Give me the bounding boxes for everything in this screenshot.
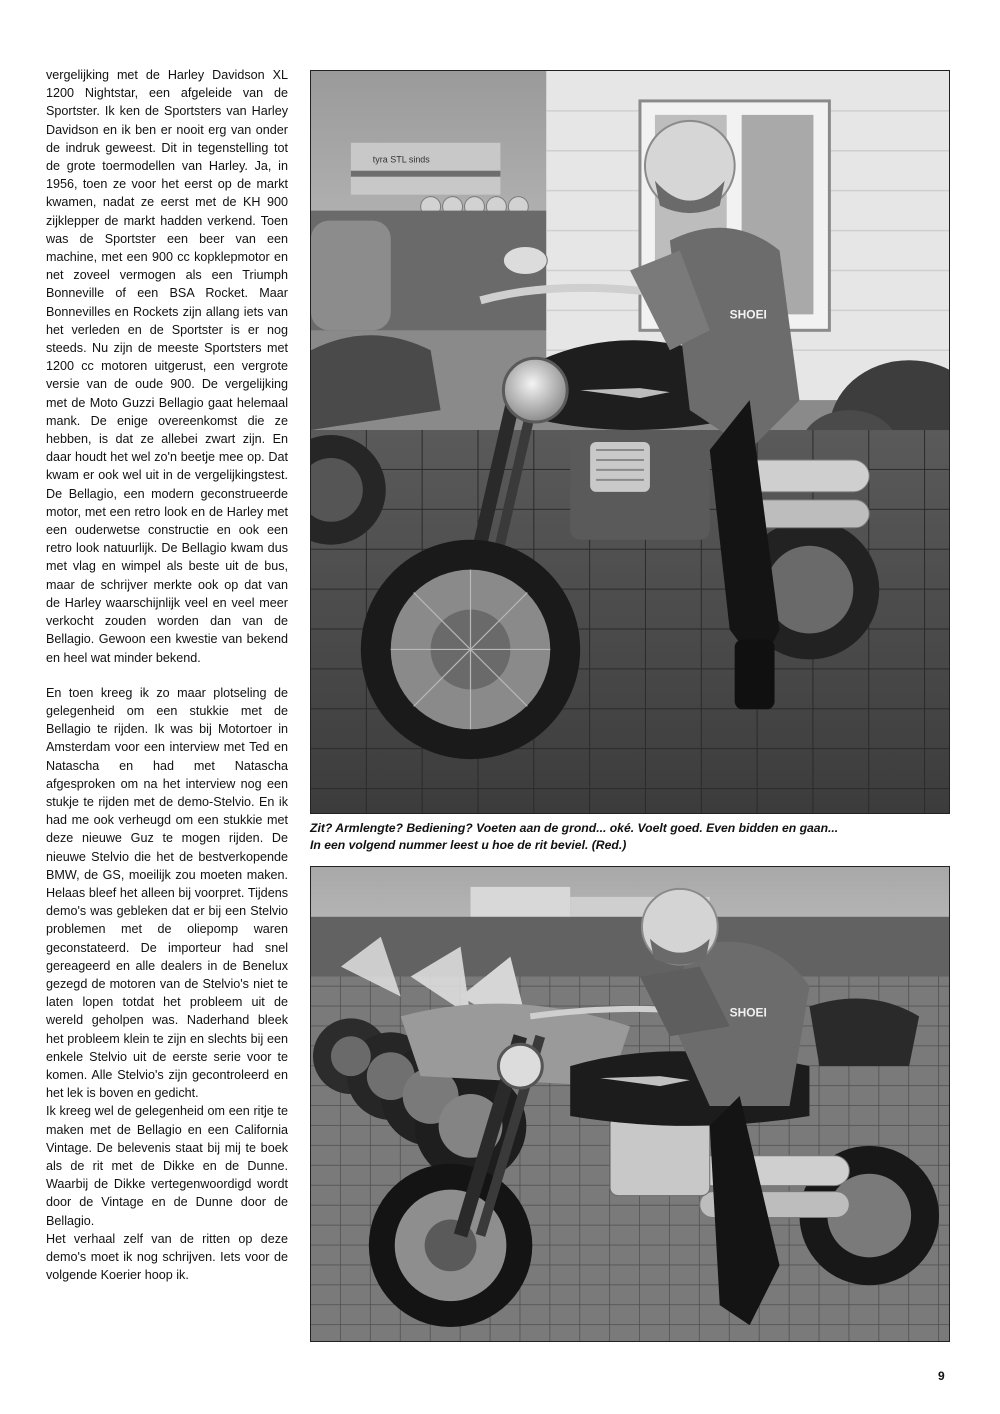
photo-row-of-motorcycles bbox=[310, 866, 950, 1342]
helmet-brand-text: SHOEI bbox=[729, 307, 767, 322]
photo-caption bbox=[310, 820, 950, 853]
photo-rider-on-bellagio bbox=[310, 70, 950, 814]
photo-bikes-illustration bbox=[311, 867, 949, 1341]
caption-line-2: In een volgend nummer leest u hoe de rit beviel. (Red.) bbox=[310, 837, 627, 852]
photo-rider-illustration bbox=[311, 71, 949, 813]
helmet-brand-text-2: SHOEI bbox=[729, 1005, 767, 1020]
page-number: 9 bbox=[938, 1369, 945, 1383]
article-paragraph-1: vergelijking met de Harley Davidson XL 1200 Nightstar, een afgeleide van de Sportster. Ik ken de Sportsters van Harley Davidson en ik ben er nooit erg van onder de indruk geweest. Dit in tegenstelling tot de grote toermodellen van Harley. Ja, in 1956, toen ze voor het eerst op de markt kwamen, nadat ze eerst met de KH 900 zijklepper de markt hadden verkend. Toen was de Sportster een beer van een machine, met een 900 cc kopklepmotor en net zoveel vermogen als een Triumph Bonneville of een BSA Rocket. Maar Bonnevilles en Rockets zijn allang iets van het verleden en de Sportster is er nog steeds. Nu zijn de meeste Sportsters met 1200 cc motoren uitgerust, een vergrote versie van de oude 900. De vergelijking met de Moto Guzzi Bellagio gaat helemaal mank. De enige overeenkomst die ze hebben, is dat ze allebei zwart zijn. En daar houdt het wel zo'n beetje mee op. Dat kwam er ook wel uit in de vergelijkingstest. De Bellagio, een modern geconstrueerde motor, met een retro look en de Harley met een ouderwetse constructie en ook een retro look natuurlijk. De Bellagio kwam dus met vlag en wimpel als beste uit de bus, maar de schrijver merkte ook op dat van de Harley waarschijnlijk veel en veel meer verkocht zouden worden dan van de Bellagio. Gewoon een kwestie van bekend en heel wat minder bekend. bbox=[46, 68, 288, 665]
article-paragraph-4: Het verhaal zelf van de ritten op deze demo's moet ik nog schrijven. Iets voor de volgende Koerier hoop ik. bbox=[46, 1231, 288, 1283]
article-paragraph-2: En toen kreeg ik zo maar plotseling de gelegenheid om een stukkie met de Bellagio te rijden. Ik was bij Motortoer in Amsterdam voor een interview met Ted en Natascha en had met Natascha afgesproken om na het interview nog een stukje te rijden met de demo-Stelvio. En ik had me ook verheugd om een stukkie met deze nieuwe Guz te mogen rijden. De nieuwe Stelvio die het de bestverkopende BMW, de GS, moeilijk zou moeten maken. Helaas bleef het alleen bij voorpret. Tijdens demo's was gebleken dat er bij een Stelvio problemen met de oliepomp waren geconstateerd. De importeur had snel gereageerd en alle dealers in de Benelux gezegd de motoren van de Stelvio's niet te laten lopen totdat het probleem uit de wereld geholpen was. Naderhand bleek het probleem klein te zijn en slechts bij een enkele Stelvio uit de eerste serie voor te komen. Alle Stelvio's zijn gecontroleerd en het lek is boven en gedicht. bbox=[46, 685, 288, 1101]
caption-line-1: Zit? Armlengte? Bediening? Voeten aan de grond... oké. Voelt goed. Even bidden en gaan... bbox=[310, 821, 839, 835]
article-text-column bbox=[46, 66, 288, 1284]
article-paragraph-3: Ik kreeg wel de gelegenheid om een ritje te maken met de Bellagio en een California Vintage. De belevenis staat bij mij te boek als de rit met de Dikke en de Dunne. Waarbij de Dikke vertegenwoordigd wordt door de Vintage en de Dunne door de Bellagio. bbox=[46, 1104, 288, 1228]
distant-sign-text: tyra STL sinds bbox=[372, 154, 430, 165]
